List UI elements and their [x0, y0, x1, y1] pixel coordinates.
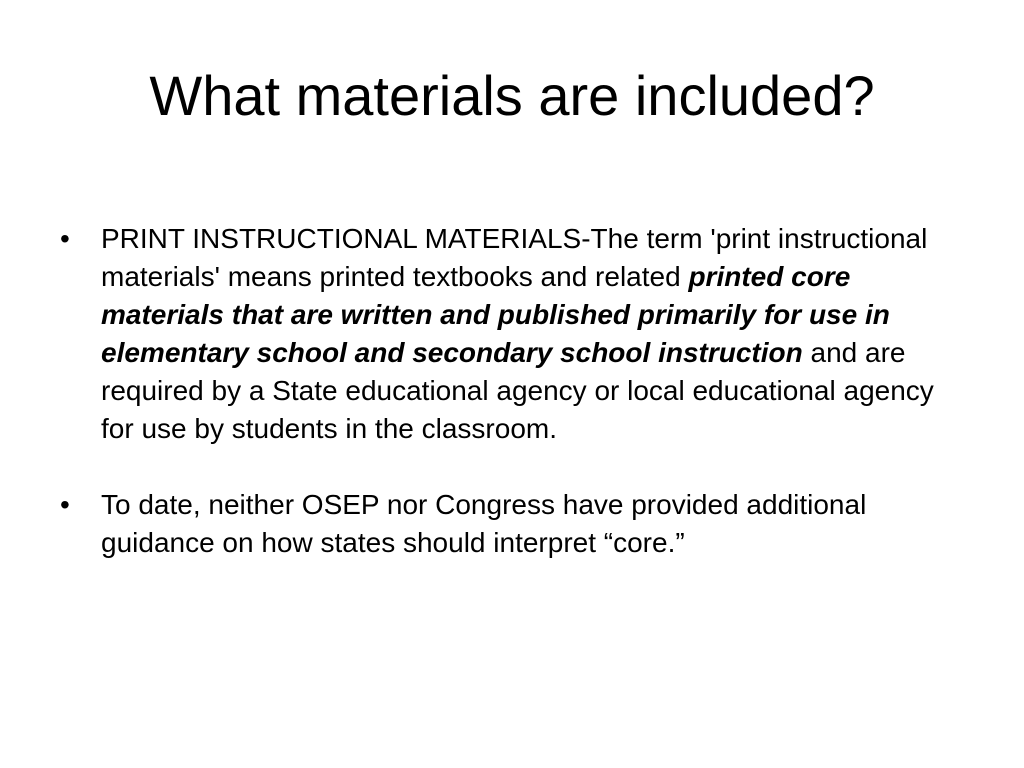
bullet-item-guidance [60, 486, 970, 562]
bullet-dot-icon: • [60, 489, 70, 520]
bullet-text-outro: and are required by a State educational agency or local educational agency for use by students in the classroom. [101, 337, 934, 444]
slide-title: What materials are included? [149, 64, 875, 127]
bullet-text-intro: PRINT INSTRUCTIONAL MATERIALS-The term 'print instructional materials' means printed textbooks and related [101, 223, 928, 292]
bullet-item-print-materials [60, 220, 970, 448]
bullet-list [60, 220, 970, 562]
bullet-text-emphasis: printed core materials that are written and published primarily for use in elementary school and secondary school instruction [101, 261, 890, 368]
bullet-text: To date, neither OSEP nor Congress have provided additional guidance on how states should interpret “core.” [101, 489, 867, 558]
bullet-dot-icon: • [60, 223, 70, 254]
